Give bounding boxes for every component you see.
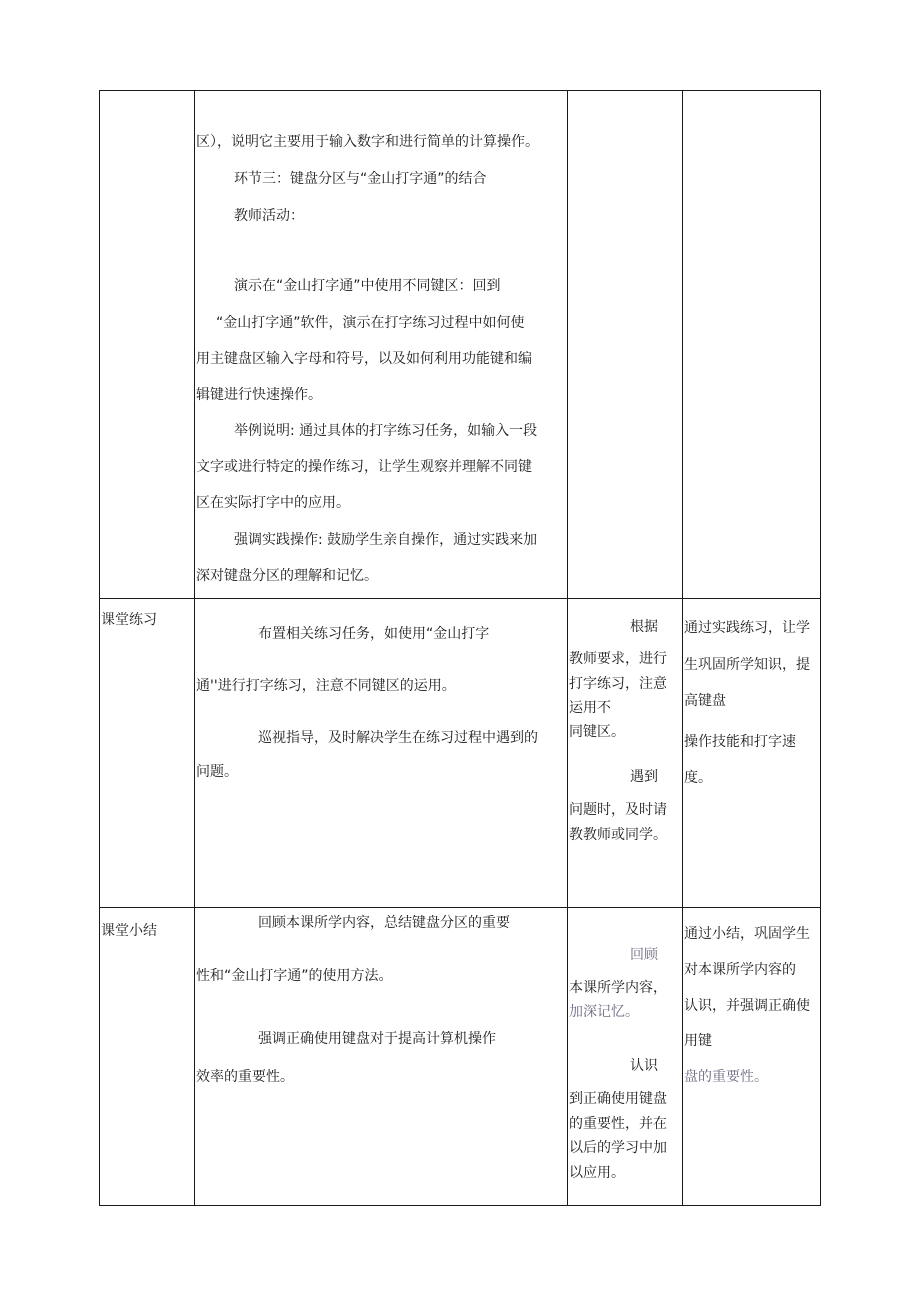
student-activity-line: 认识: [630, 1058, 658, 1074]
design-intent-line: 操作技能和打字速: [684, 734, 796, 750]
design-intent-line: 对本课所学内容的: [684, 962, 796, 978]
student-activity-line: 的重要性，并在: [569, 1116, 667, 1132]
row2-col4-cell: [682, 598, 821, 908]
row3-col1-cell: [99, 907, 195, 1206]
paragraph-line: 文字或进行特定的操作练习，让学生观察并理解不同键: [196, 459, 532, 475]
paragraph-line: 效率的重要性。: [196, 1069, 294, 1085]
paragraph-line: 通''进行打字练习，注意不同键区的运用。: [196, 678, 456, 694]
paragraph-line: 性和“金山打字通”的使用方法。: [196, 968, 393, 984]
activity-label: 教师活动：: [234, 208, 304, 224]
student-activity-line: 回顾: [630, 947, 658, 963]
paragraph-line: 深对键盘分区的理解和记忆。: [196, 568, 378, 584]
student-activity-line: 教教师或同学。: [569, 827, 667, 843]
student-activity-line: 教师要求，进行: [569, 651, 667, 667]
student-activity-line: 本课所学内容，: [569, 980, 667, 996]
paragraph-line: 回顾本课所学内容，总结键盘分区的重要: [258, 915, 510, 931]
section-heading: 环节三：键盘分区与“金山打字通”的结合: [234, 171, 487, 187]
student-activity-line: 根据: [630, 619, 658, 635]
paragraph-line: 问题。: [196, 764, 238, 780]
design-intent-line: 认识，并强调正确使: [684, 998, 810, 1014]
row1-col2-cell: [194, 90, 568, 599]
paragraph-line: 巡视指导，及时解决学生在练习过程中遇到的: [258, 730, 538, 746]
design-intent-line: 盘的重要性。: [684, 1069, 768, 1085]
row1-col4-cell: [682, 90, 821, 599]
student-activity-line: 同键区。: [569, 724, 625, 740]
student-activity-line: 运用不: [569, 700, 611, 716]
row1-col1-cell: [99, 90, 195, 599]
design-intent-line: 通过实践练习，让学: [684, 620, 810, 636]
paragraph-line: “金山打字通”软件，演示在打字练习过程中如何使: [216, 315, 525, 331]
paragraph-line: 举例说明: 通过具体的打字练习任务，如输入一段: [234, 423, 538, 439]
student-activity-line: 以应用。: [569, 1165, 625, 1181]
paragraph-line: 演示在“金山打字通”中使用不同键区：回到: [234, 278, 501, 294]
row2-col1-cell: [99, 598, 195, 908]
student-activity-line: 问题时，及时请: [569, 802, 667, 818]
design-intent-line: 通过小结，巩固学生: [684, 926, 810, 942]
student-activity-line: 打字练习，注意: [569, 676, 667, 692]
design-intent-line: 高键盘: [684, 693, 726, 709]
student-activity-line: 加深记忆。: [569, 1004, 639, 1020]
row3-col4-cell: [682, 907, 821, 1206]
row2-col3-cell: [567, 598, 683, 908]
paragraph-line: 区），说明它主要用于输入数字和进行简单的计算操作。: [196, 134, 539, 150]
design-intent-line: 度。: [684, 770, 712, 786]
row-title-summary: 课堂小结: [101, 923, 157, 939]
paragraph-line: 强调实践操作: 鼓励学生亲自操作，通过实践来加: [234, 532, 538, 548]
row1-col3-cell: [567, 90, 683, 599]
student-activity-line: 遇到: [630, 769, 658, 785]
design-intent-line: 用键: [684, 1033, 712, 1049]
row2-col2-cell: [194, 598, 568, 908]
paragraph-line: 用主键盘区输入字母和符号，以及如何利用功能键和编: [196, 351, 532, 367]
paragraph-line: 强调正确使用键盘对于提高计算机操作: [258, 1031, 496, 1047]
paragraph-line: 区在实际打字中的应用。: [196, 495, 350, 511]
row3-col2-cell: [194, 907, 568, 1206]
paragraph-line: 辑键进行快速操作。: [196, 387, 322, 403]
row-title-practice: 课堂练习: [101, 612, 157, 628]
row3-col3-cell: [567, 907, 683, 1206]
student-activity-line: 到正确使用键盘: [569, 1091, 667, 1107]
student-activity-line: 以后的学习中加: [569, 1140, 667, 1156]
paragraph-line: 布置相关练习任务，如使用“金山打字: [258, 626, 490, 642]
design-intent-line: 生巩固所学知识，提: [684, 657, 810, 673]
